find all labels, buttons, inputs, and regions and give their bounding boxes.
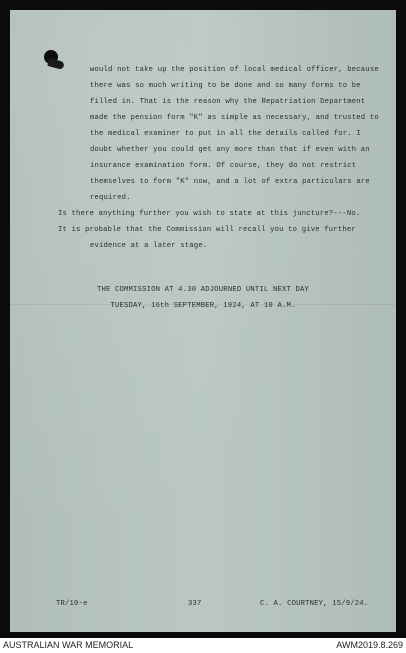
- question-line: evidence at a later stage.: [90, 242, 208, 250]
- footer-code: TR/10-e: [56, 600, 88, 608]
- adjournment-line: TUESDAY, 16th SEPTEMBER, 1924, AT 10 A.M.: [110, 302, 296, 310]
- punch-hole-tear: [47, 58, 65, 70]
- body-line: there was so much writing to be done and so many forms to be: [90, 82, 361, 90]
- question-line: It is probable that the Commission will recall you to give further: [58, 226, 356, 234]
- body-line: required.: [90, 194, 131, 202]
- document-page: [10, 10, 396, 632]
- body-line: would not take up the position of local medical officer, because: [90, 66, 379, 74]
- caption-bar: [0, 638, 406, 653]
- question-line: Is there anything further you wish to state at this juncture?---No.: [58, 210, 361, 218]
- body-line: themselves to form "K" now, and a lot of extra particulars are: [90, 178, 370, 186]
- body-line: made the pension form "K" as simple as necessary, and trusted to: [90, 114, 379, 122]
- body-line: filled in. That is the reason why the Repatriation Department: [90, 98, 366, 106]
- body-line: insurance examination form. Of course, they do not restrict: [90, 162, 357, 170]
- adjournment-line: THE COMMISSION AT 4.30 ADJOURNED UNTIL NEXT DAY: [96, 286, 310, 294]
- reporter-signoff: C. A. COURTNEY, 15/9/24.: [260, 600, 369, 608]
- body-line: the medical examiner to put in all the details called for. I: [90, 130, 361, 138]
- body-line: doubt whether you could get any more than that if even with an: [90, 146, 370, 154]
- page-number: 337: [188, 600, 202, 608]
- source-caption: AUSTRALIAN WAR MEMORIAL: [3, 640, 134, 650]
- reference-caption: AWM2019.8.269: [336, 640, 403, 650]
